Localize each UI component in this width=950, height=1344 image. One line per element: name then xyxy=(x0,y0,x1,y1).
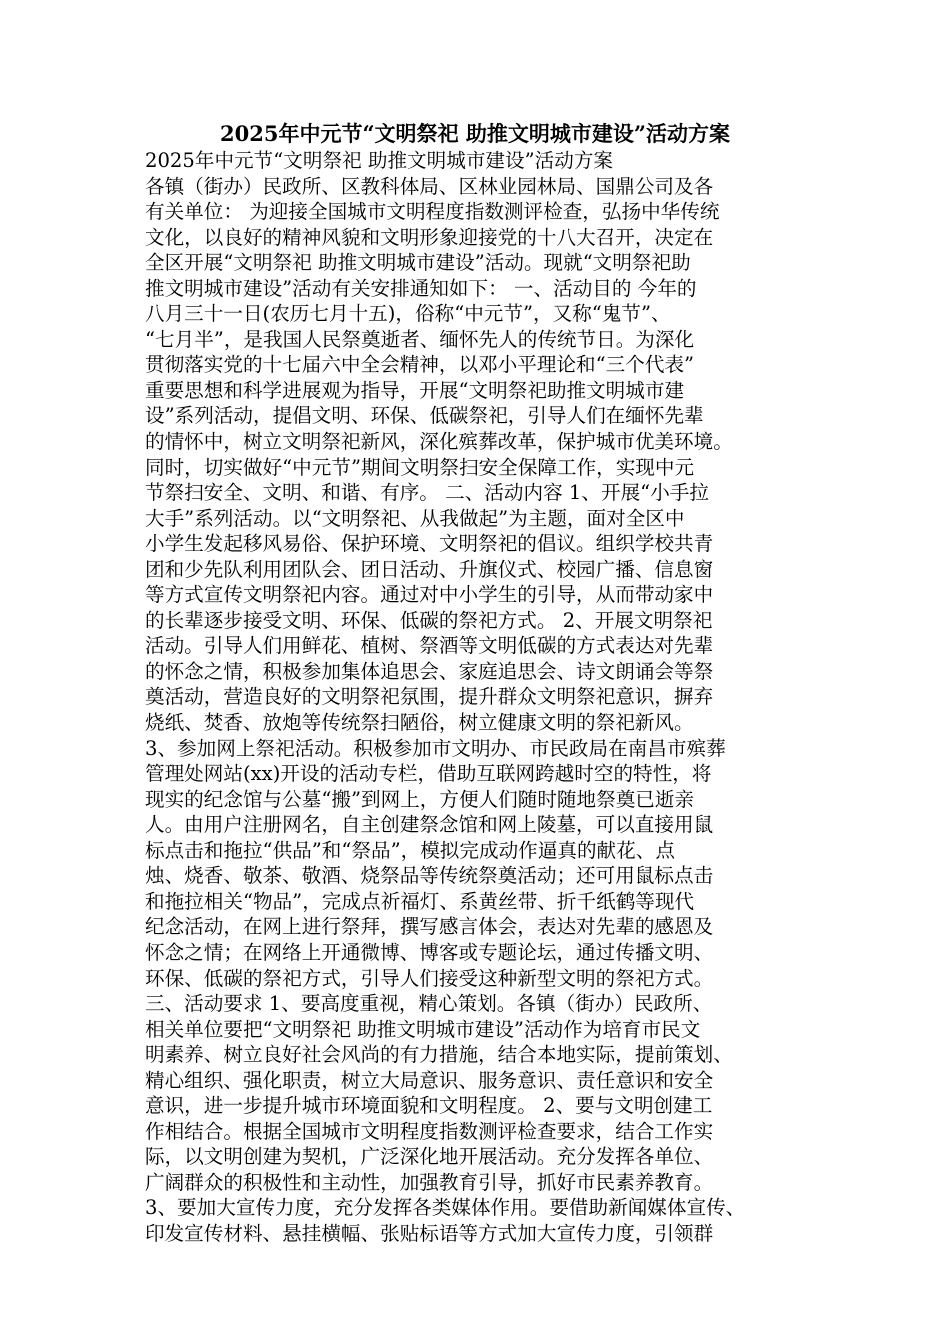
body-text-line: 烛、烧香、敬茶、敬酒、烧祭品等传统祭奠活动；还可用鼠标点击 xyxy=(145,864,714,888)
body-text-line: 作相结合。根据全国城市文明程度指数测评检查要求，结合工作实 xyxy=(145,1119,714,1143)
body-text-line: 相关单位要把“文明祭祀 助推文明城市建设”活动作为培育市民文 xyxy=(145,1017,701,1041)
body-text-line: 大手”系列活动。以“文明祭祀、从我做起”为主题，面对全区中 xyxy=(145,506,685,530)
body-text-line: 的情怀中，树立文明祭祀新风，深化殡葬改革，保护城市优美环境。 xyxy=(145,430,733,454)
body-text-line: 文化，以良好的精神风貌和文明形象迎接党的十八大召开，决定在 xyxy=(145,225,714,249)
body-text-line: 3、参加网上祭祀活动。积极参加市文明办、市民政局在南昌市殡葬 xyxy=(145,736,726,760)
body-text-line: 三、活动要求 1、要高度重视，精心策划。各镇（街办）民政所、 xyxy=(145,992,713,1016)
body-text-line: 全区开展“文明祭祀 助推文明城市建设”活动。现就“文明祭祀助 xyxy=(145,251,691,275)
body-text-line: 活动。引导人们用鲜花、植树、祭酒等文明低碳的方式表达对先辈 xyxy=(145,634,714,658)
body-text-line: 的怀念之情，积极参加集体追思会、家庭追思会、诗文朗诵会等祭 xyxy=(145,659,714,683)
body-text-line: 纪念活动，在网上进行祭拜，撰写感言体会，表达对先辈的感恩及 xyxy=(145,915,714,939)
body-text-line: 节祭扫安全、文明、和谐、有序。 二、活动内容 1、开展“小手拉 xyxy=(145,481,709,505)
body-text-line: 标点击和拖拉“供品”和“祭品”，模拟完成动作逼真的献花、点 xyxy=(145,838,675,862)
body-text-line: 推文明城市建设”活动有关安排通知如下： 一、活动目的 今年的 xyxy=(145,276,697,300)
body-text-line: 烧纸、焚香、放炮等传统祭扫陋俗，树立健康文明的祭祀新风。 xyxy=(145,711,694,735)
body-text-line: 贯彻落实党的十七届六中全会精神，以邓小平理论和“三个代表” xyxy=(145,353,695,377)
body-text-line: 现实的纪念馆与公墓“搬”到网上，方便人们随时随地祭奠已逝亲 xyxy=(145,787,695,811)
body-text-line: 同时，切实做好“中元节”期间文明祭扫安全保障工作，实现中元 xyxy=(145,455,695,479)
body-text-line: 有关单位： 为迎接全国城市文明程度指数测评检查，弘扬中华传统 xyxy=(145,200,720,224)
body-text-line: 的长辈逐步接受文明、环保、低碳的祭祀方式。 2、开展文明祭祀 xyxy=(145,608,713,632)
body-text-line: 各镇（街办）民政所、区教科体局、区林业园林局、国鼎公司及各 xyxy=(145,174,714,198)
body-text-line: 和拖拉相关“物品”，完成点祈福灯、系黄丝带、折千纸鹤等现代 xyxy=(145,889,695,913)
body-text-line: 印发宣传材料、悬挂横幅、张贴标语等方式加大宣传力度，引领群 xyxy=(145,1221,714,1245)
body-text-line: 重要思想和科学进展观为指导，开展“文明祭祀助推文明城市建 xyxy=(145,378,685,402)
body-text-line: 精心组织、强化职责，树立大局意识、服务意识、责任意识和安全 xyxy=(145,1068,714,1092)
body-text-line: 意识，进一步提升城市环境面貌和文明程度。 2、要与文明创建工 xyxy=(145,1094,713,1118)
body-text-line: 环保、低碳的祭祀方式，引导人们接受这种新型文明的祭祀方式。 xyxy=(145,966,714,990)
body-text-line: 等方式宣传文明祭祀内容。通过对中小学生的引导，从而带动家中 xyxy=(145,583,714,607)
body-text-line: 奠活动，营造良好的文明祭祀氛围，提升群众文明祭祀意识，摒弃 xyxy=(145,685,714,709)
body-text-line: 小学生发起移风易俗、保护环境、文明祭祀的倡议。组织学校共青 xyxy=(145,532,714,556)
body-text-line: 3、要加大宣传力度，充分发挥各类媒体作用。要借助新闻媒体宣传、 xyxy=(145,1196,746,1220)
document-body xyxy=(145,148,825,1247)
body-text-line: 管理处网站(xx)开设的活动专栏，借助互联网跨越时空的特性，将 xyxy=(145,762,712,786)
body-text-line: 际，以文明创建为契机，广泛深化地开展活动。充分发挥各单位、 xyxy=(145,1145,714,1169)
body-text-line: “七月半”，是我国人民祭奠逝者、缅怀先人的传统节日。为深化 xyxy=(145,327,695,351)
body-text-line: 广阔群众的积极性和主动性，加强教育引导，抓好市民素养教育。 xyxy=(145,1170,714,1194)
body-text-line: 设”系列活动，提倡文明、环保、低碳祭祀，引导人们在缅怀先辈 xyxy=(145,404,704,428)
body-text-line: 2025年中元节“文明祭祀 助推文明城市建设”活动方案 xyxy=(145,149,614,172)
document-title: 2025年中元节“文明祭祀 助推文明城市建设”活动方案 xyxy=(220,121,730,146)
body-text-line: 怀念之情；在网络上开通微博、博客或专题论坛，通过传播文明、 xyxy=(145,940,714,964)
body-text-line: 人。由用户注册网名，自主创建祭念馆和网上陵墓，可以直接用鼠 xyxy=(145,813,714,837)
body-text-line: 八月三十一日(农历七月十五)，俗称“中元节”，又称“鬼节”、 xyxy=(145,302,671,326)
body-text-line: 团和少先队利用团队会、团日活动、升旗仪式、校园广播、信息窗 xyxy=(145,557,714,581)
body-text-line: 明素养、树立良好社会风尚的有力措施，结合本地实际，提前策划、 xyxy=(145,1043,733,1067)
